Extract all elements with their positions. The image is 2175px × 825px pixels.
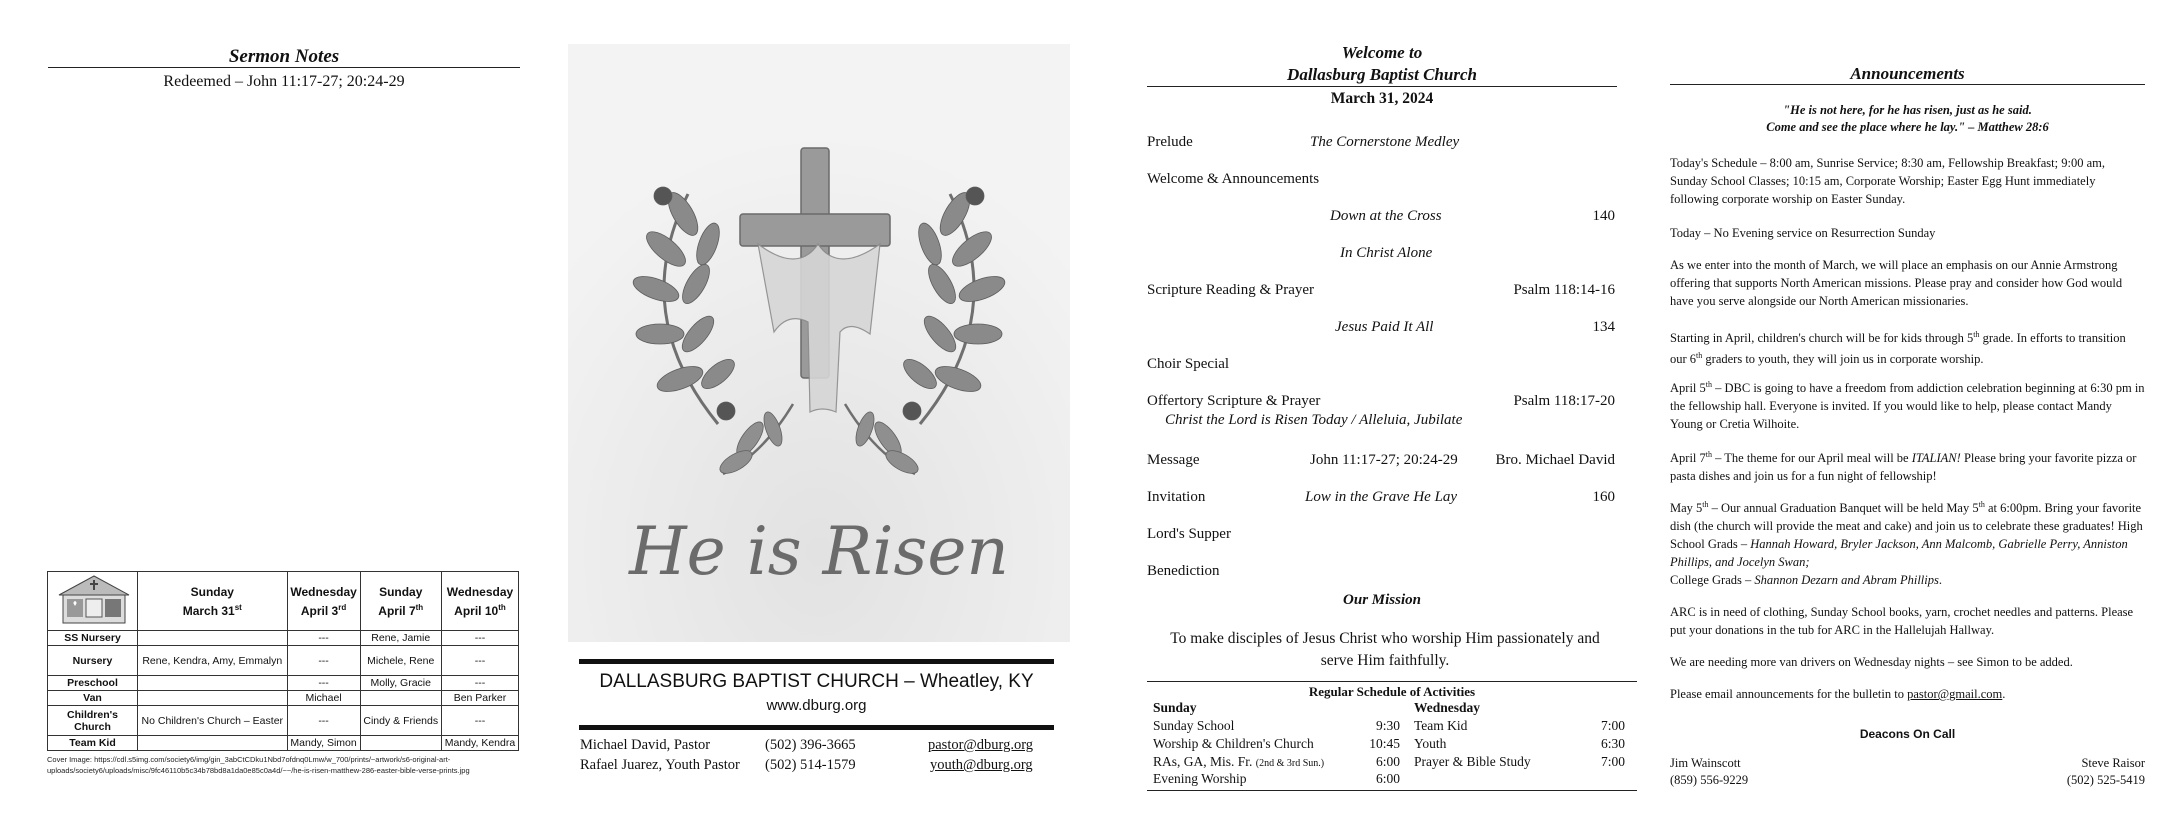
staff-phone: (502) 396-3665 <box>765 737 856 753</box>
he-is-risen-cross-illustration <box>568 44 1070 642</box>
table-cell: --- <box>287 676 360 691</box>
church-logo <box>48 572 138 631</box>
deacon-contact: Steve Raisor (502) 525-5419 <box>2066 756 2145 787</box>
row-label: Nursery <box>48 646 138 676</box>
announcement-item: April 5th – DBC is going to have a freedom from addiction celebration beginning at 6:30 pm in the fellowship hall. Everyone is invited. If you would like to help, please contact Mandy Young or Cretia Wilhoite. <box>1670 380 2145 432</box>
staff-name: Michael David, Pastor <box>580 737 711 753</box>
table-cell: --- <box>441 631 518 646</box>
table-cell: --- <box>287 706 360 736</box>
order-item: Offertory Scripture & Prayer <box>1147 393 1321 409</box>
table-cell <box>138 631 288 646</box>
table-cell: --- <box>441 646 518 676</box>
activity-time: 7:00 <box>1600 718 1625 733</box>
activity-name: RAs, GA, Mis. Fr. (2nd & 3rd Sun.) <box>1153 754 1325 769</box>
hymn-title: Down at the Cross <box>1330 208 1442 224</box>
column-header: Sunday April 7th <box>360 572 441 631</box>
table-cell: Rene, Kendra, Amy, Emmalyn <box>138 646 288 676</box>
announcement-item: ARC is in need of clothing, Sunday School books, yarn, crochet needles and patterns. Please put your donations in the tub for ARC in the Hallelujah Hallway. <box>1670 605 2134 637</box>
activity-name: Sunday School <box>1153 718 1235 733</box>
hymn-title: Low in the Grave He Lay <box>1305 489 1458 505</box>
divider <box>1147 790 1398 791</box>
volunteer-schedule-table <box>47 571 519 751</box>
hymn-title: Jesus Paid It All <box>1335 319 1434 335</box>
activity-time: 6:00 <box>1375 754 1400 769</box>
order-item: Welcome & Announcements <box>1147 171 1320 187</box>
table-row <box>48 736 519 751</box>
hymn-number: 134 <box>1592 319 1615 335</box>
table-cell: --- <box>441 706 518 736</box>
scripture-reference: Psalm 118:14-16 <box>1513 282 1615 298</box>
order-item: Scripture Reading & Prayer <box>1147 282 1315 298</box>
staff-name: Rafael Juarez, Youth Pastor <box>580 757 740 773</box>
order-item: Lord's Supper <box>1147 526 1231 542</box>
sermon-reference: Redeemed – John 11:17-27; 20:24-29 <box>163 73 405 90</box>
divider <box>1147 681 1637 682</box>
order-item: Message <box>1147 452 1200 468</box>
order-item-title: The Cornerstone Medley <box>1310 134 1460 150</box>
activity-time: 9:30 <box>1375 718 1400 733</box>
announcements-title: Announcements <box>1850 64 1965 83</box>
service-date: March 31, 2024 <box>1330 90 1434 107</box>
scripture-quote: "He is not here, for he has risen, just as he said. Come and see the place where he lay." – Matthew 28:6 <box>1766 103 2049 134</box>
row-label: SS Nursery <box>48 631 138 646</box>
announcement-item: Starting in April, children's church will be for kids through 5th grade. In efforts to transition our 6th graders to youth, they will join us in corporate worship. <box>1670 330 2126 367</box>
table-cell: Molly, Gracie <box>360 676 441 691</box>
table-cell: Rene, Jamie <box>360 631 441 646</box>
he-is-risen-art-text: He is Risen <box>629 513 1009 590</box>
table-cell: Cindy & Friends <box>360 706 441 736</box>
column-header: Wednesday April 10th <box>441 572 518 631</box>
divider <box>1670 84 2145 85</box>
table-cell: Michele, Rene <box>360 646 441 676</box>
divider <box>1398 790 1637 791</box>
column-header: Wednesday April 3rd <box>287 572 360 631</box>
activity-name: Prayer & Bible Study <box>1414 754 1531 769</box>
table-cell: Ben Parker <box>441 691 518 706</box>
deacon-contact: Jim Wainscott (859) 556-9229 <box>1670 756 1749 787</box>
mission-title: Our Mission <box>1343 592 1421 608</box>
cover-artwork <box>568 44 1070 642</box>
row-label: Preschool <box>48 676 138 691</box>
scripture-reference: Psalm 118:17-20 <box>1513 393 1615 409</box>
table-header-row <box>48 572 519 631</box>
activity-time: 10:45 <box>1369 736 1400 751</box>
table-cell: Mandy, Simon <box>287 736 360 751</box>
cover-image-credit: Cover Image: https://cdl.s5img.com/society6/img/gin_3abCtCDku1Nbd7ofdnq0Lmw/w_700/prints/~artwork/s6-original-art-uploads/society6/uploads/misc/9fc46110b5c34b78bd8a1da0e85c0a4d/~~/he-is-risen-matthew-286-easter-bible-verse-prints.jpg <box>47 755 470 775</box>
table-cell: --- <box>287 646 360 676</box>
regular-schedule-title: Regular Schedule of Activities <box>1308 684 1476 699</box>
table-row <box>48 631 519 646</box>
announcement-item: Today – No Evening service on Resurrection Sunday <box>1670 226 1936 240</box>
divider <box>579 659 1054 664</box>
offertory-song: Christ the Lord is Risen Today / Alleluia, Jubilate <box>1165 412 1463 428</box>
table-row <box>48 691 519 706</box>
hymn-number: 140 <box>1592 208 1615 224</box>
announcement-item: May 5th – Our annual Graduation Banquet will be held May 5th at 6:00pm. Bring your favorite dish (the church will provide the meat and cake) and join us to celebrate these graduates! High School Grads – Hannah Howard, Bryler Jackson, Ann Malcomb, Gabrielle Perry, Anniston Phillips, and Jocelyn Swan; College Grads – Shannon Dezarn and Abram Phillips. <box>1670 500 2143 588</box>
order-item: Invitation <box>1147 489 1206 505</box>
row-label: Children's Church <box>48 706 138 736</box>
table-cell: Mandy, Kendra <box>441 736 518 751</box>
table-row <box>48 706 519 736</box>
welcome-church-name: Dallasburg Baptist Church <box>1287 65 1477 84</box>
table-row <box>48 676 519 691</box>
column-header: Sunday March 31st <box>138 572 288 631</box>
announcement-item: Today's Schedule – 8:00 am, Sunrise Service; 8:30 am, Fellowship Breakfast; 9:00 am, Sunday School Classes; 10:15 am, Corporate Worship; Easter Egg Hunt immediately following corporate worship on Easter Sunday. <box>1670 156 2105 206</box>
staff-email-link[interactable]: youth@dburg.org <box>930 757 1033 773</box>
order-item: Benediction <box>1147 563 1220 579</box>
activity-time: 6:00 <box>1375 771 1400 786</box>
hymn-number: 160 <box>1592 489 1615 505</box>
sermon-notes-title: Sermon Notes <box>228 46 340 67</box>
row-label: Team Kid <box>48 736 138 751</box>
announcement-item: April 7th – The theme for our April meal will be ITALIAN! Please bring your favorite pizza or pasta dishes and join us for a fun night of fellowship! <box>1670 450 2137 484</box>
activity-name: Team Kid <box>1414 718 1468 733</box>
table-cell <box>138 676 288 691</box>
mission-statement: To make disciples of Jesus Christ who worship Him passionately and serve Him faithfully. <box>1170 630 1600 669</box>
message-speaker: Bro. Michael David <box>1495 452 1615 468</box>
bulletin-email-link[interactable]: pastor@gmail.com <box>1907 687 2003 701</box>
table-cell: --- <box>441 676 518 691</box>
order-item: Choir Special <box>1147 356 1230 372</box>
church-name: DALLASBURG BAPTIST CHURCH – Wheatley, KY <box>599 671 1034 692</box>
activity-name: Evening Worship <box>1153 771 1247 786</box>
staff-email-link[interactable]: pastor@dburg.org <box>928 737 1034 753</box>
activity-name: Worship & Children's Church <box>1153 736 1314 751</box>
sermon-notes-panel <box>0 0 540 825</box>
hymn-title: In Christ Alone <box>1340 245 1433 261</box>
divider <box>579 725 1054 730</box>
welcome-line: Welcome to <box>1341 43 1423 62</box>
activity-time: 7:00 <box>1600 754 1625 769</box>
row-label: Van <box>48 691 138 706</box>
wednesday-heading: Wednesday <box>1414 700 1481 715</box>
deacons-title: Deacons On Call <box>1859 727 1956 741</box>
announcement-item: Please email announcements for the bulletin to pastor@gmail.com. <box>1670 687 2006 701</box>
activity-name: Youth <box>1414 736 1447 751</box>
sunday-heading: Sunday <box>1153 700 1197 715</box>
table-cell: Michael <box>287 691 360 706</box>
divider <box>48 67 520 68</box>
order-item: Prelude <box>1147 134 1193 150</box>
message-reference: John 11:17-27; 20:24-29 <box>1310 452 1458 468</box>
staff-phone: (502) 514-1579 <box>765 757 856 773</box>
table-row <box>48 646 519 676</box>
announcement-item: As we enter into the month of March, we will place an emphasis on our Annie Armstrong offering that supports North American missions. Please pray and consider how God would have you serve alongside our North American missionaries. <box>1670 258 2123 308</box>
activity-time: 6:30 <box>1600 736 1625 751</box>
table-cell <box>360 691 441 706</box>
table-cell <box>360 736 441 751</box>
church-house-icon <box>53 573 133 625</box>
table-cell: No Children's Church – Easter <box>138 706 288 736</box>
table-cell <box>138 691 288 706</box>
church-website: www.dburg.org <box>766 697 867 714</box>
announcement-item: We are needing more van drivers on Wednesday nights – see Simon to be added. <box>1670 655 2073 669</box>
table-cell: --- <box>287 631 360 646</box>
divider <box>1147 86 1617 87</box>
table-cell <box>138 736 288 751</box>
